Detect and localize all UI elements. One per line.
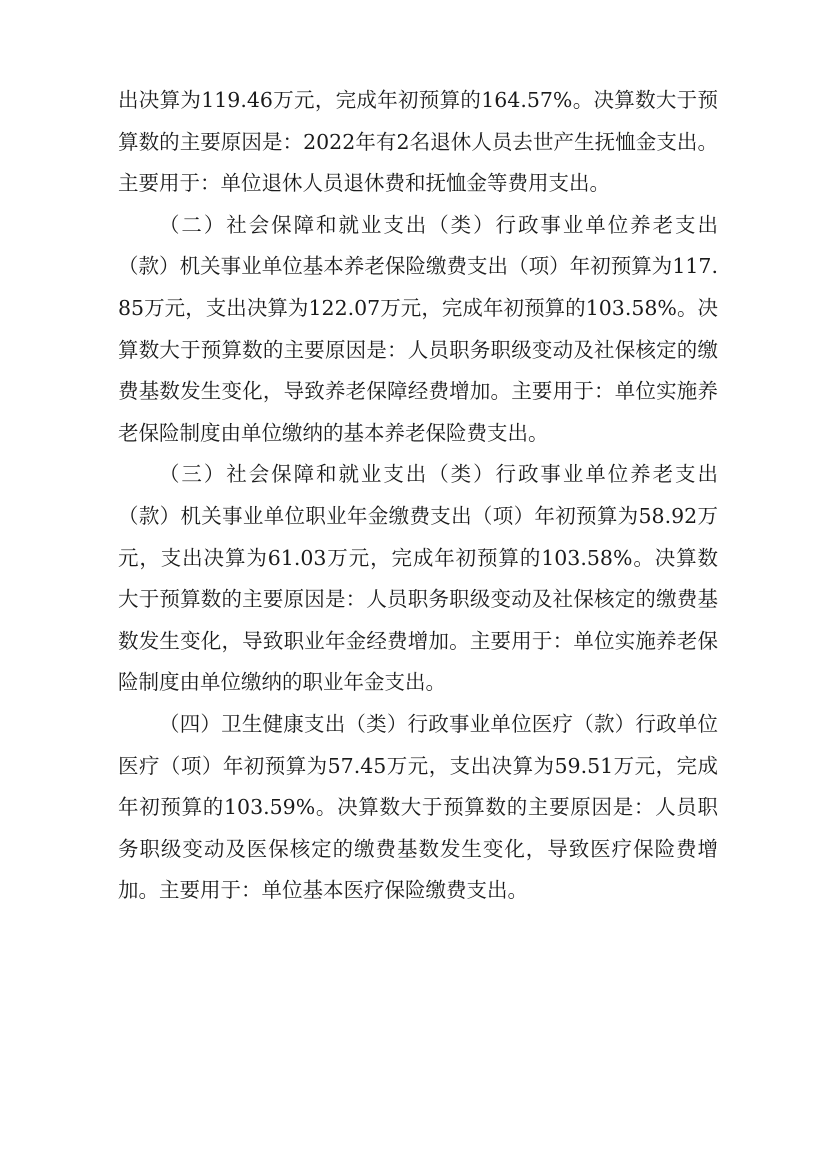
paragraph-section-2: （二）社会保障和就业支出（类）行政事业单位养老支出（款）机关事业单位基本养老保险缴费支出（项）年初预算为117.85万元，支出决算为122.07万元，完成年初预算的103.58%。决算数大于预算数的主要原因是：人员职务职级变动及社保核定的缴费基数发生变化，导致养老保障经费增加。主要用于：单位实施养老保险制度由单位缴纳的基本养老保险费支出。: [118, 212, 718, 445]
paragraph-section-3: （三）社会保障和就业支出（类）行政事业单位养老支出（款）机关事业单位职业年金缴费支出（项）年初预算为58.92万元，支出决算为61.03万元，完成年初预算的103.58%。决算数大于预算数的主要原因是：人员职务职级变动及社保核定的缴费基数发生变化，导致职业年金经费增加。主要用于：单位实施养老保险制度由单位缴纳的职业年金支出。: [118, 462, 718, 695]
paragraph-section-4: （四）卫生健康支出（类）行政事业单位医疗（款）行政单位医疗（项）年初预算为57.45万元，支出决算为59.51万元，完成年初预算的103.59%。决算数大于预算数的主要原因是：人员职务职级变动及医保核定的缴费基数发生变化，导致医疗保险费增加。主要用于：单位基本医疗保险缴费支出。: [118, 711, 718, 903]
paragraph-continuation: 出决算为119.46万元，完成年初预算的164.57%。决算数大于预算数的主要原因是：2022年有2名退休人员去世产生抚恤金支出。主要用于：单位退休人员退休费和抚恤金等费用支出。: [118, 88, 718, 196]
